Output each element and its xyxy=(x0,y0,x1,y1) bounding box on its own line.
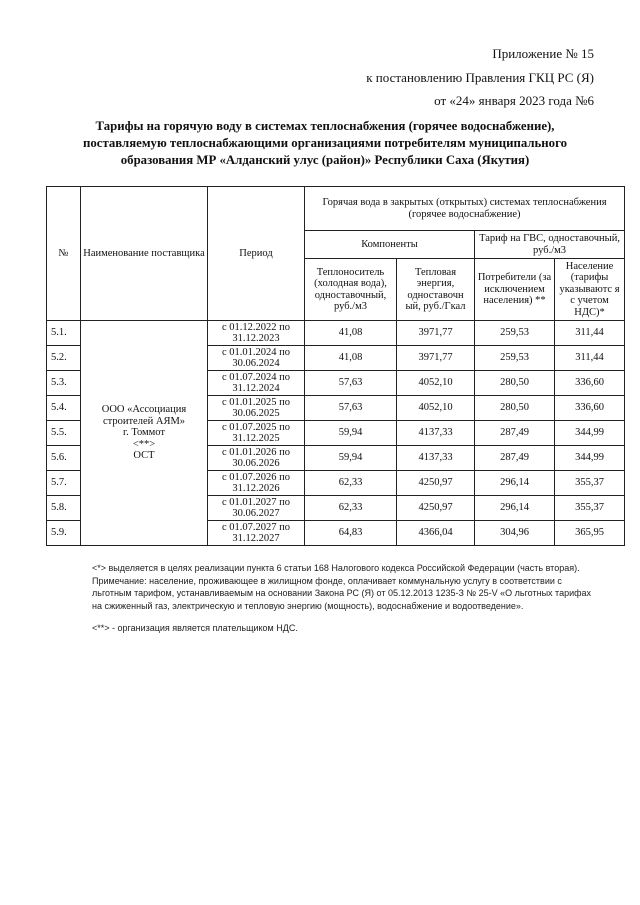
row-num: 5.4. xyxy=(47,396,81,421)
row-population: 344,99 xyxy=(555,446,625,471)
header-tariff: Тариф на ГВС, одноставочный, руб./м3 xyxy=(475,231,625,259)
row-consumers: 280,50 xyxy=(475,371,555,396)
row-energy: 4137,33 xyxy=(397,446,475,471)
row-period: с 01.01.2025 по 30.06.2025 xyxy=(208,396,305,421)
row-consumers: 280,50 xyxy=(475,396,555,421)
row-period: с 01.12.2022 по 31.12.2023 xyxy=(208,321,305,346)
supplier-vat-mark: <**> xyxy=(132,438,156,450)
table-row xyxy=(47,321,625,346)
row-energy: 3971,77 xyxy=(397,346,475,371)
header-consumers: Потребители (за исключением населения) ** xyxy=(475,259,555,321)
row-energy: 4052,10 xyxy=(397,371,475,396)
row-carrier: 62,33 xyxy=(305,471,397,496)
row-consumers: 296,14 xyxy=(475,471,555,496)
row-period: с 01.07.2024 по 31.12.2024 xyxy=(208,371,305,396)
row-carrier: 41,08 xyxy=(305,321,397,346)
row-consumers: 296,14 xyxy=(475,496,555,521)
row-energy: 4052,10 xyxy=(397,396,475,421)
row-num: 5.1. xyxy=(47,321,81,346)
row-consumers: 259,53 xyxy=(475,346,555,371)
header-period: Период xyxy=(208,187,305,321)
row-period: с 01.01.2024 по 30.06.2024 xyxy=(208,346,305,371)
row-energy: 4366,04 xyxy=(397,521,475,546)
row-period: с 01.07.2027 по 31.12.2027 xyxy=(208,521,305,546)
row-consumers: 287,49 xyxy=(475,446,555,471)
row-period: с 01.01.2026 по 30.06.2026 xyxy=(208,446,305,471)
row-carrier: 57,63 xyxy=(305,371,397,396)
header-supplier: Наименование поставщика xyxy=(81,187,208,321)
row-period: с 01.07.2025 по 31.12.2025 xyxy=(208,421,305,446)
header-heat-energy: Тепловая энергия, одноставочн ый, руб./Гкал xyxy=(397,259,475,321)
row-num: 5.6. xyxy=(47,446,81,471)
row-carrier: 41,08 xyxy=(305,346,397,371)
row-carrier: 62,33 xyxy=(305,496,397,521)
footnote-vat: <*> выделяется в целях реализации пункта 6 статьи 168 Налогового кодекса Российской Федерации (часть вторая). xyxy=(92,563,580,573)
header-components: Компоненты xyxy=(305,231,475,259)
row-period: с 01.07.2026 по 31.12.2026 xyxy=(208,471,305,496)
row-period: с 01.01.2027 по 30.06.2027 xyxy=(208,496,305,521)
row-energy: 3971,77 xyxy=(397,321,475,346)
row-consumers: 259,53 xyxy=(475,321,555,346)
row-population: 311,44 xyxy=(555,321,625,346)
header-heat-carrier: Теплоноситель (холодная вода), одноставочный, руб./м3 xyxy=(305,259,397,321)
document-title: Тарифы на горячую воду в системах теплоснабжения (горячее водоснабжение), поставляемую теплоснабжающими организациями потребителям муниципального образования МР «Алданский улус (район)» Республики Саха (Якутия) xyxy=(83,119,567,167)
footnote-population: Примечание: население, проживающее в жилищном фонде, оплачивает коммунальную услугу в соответствии с льготным тарифом, устанавливаемым на основании Закона РС (Я) от 05.12.2013 1235-З № 25-V «О льготных тарифах на сжиженный газ, электрическую и тепловую энергию (мощность), водоснабжение и водоотведение». xyxy=(92,575,592,611)
row-consumers: 287,49 xyxy=(475,421,555,446)
row-num: 5.7. xyxy=(47,471,81,496)
row-carrier: 59,94 xyxy=(305,446,397,471)
row-num: 5.9. xyxy=(47,521,81,546)
row-num: 5.3. xyxy=(47,371,81,396)
tariff-table xyxy=(46,186,625,546)
footnotes xyxy=(92,562,592,635)
header-population: Население (тарифы указываютс я с учетом НДС)* xyxy=(555,259,625,321)
row-num: 5.2. xyxy=(47,346,81,371)
row-population: 336,60 xyxy=(555,396,625,421)
row-population: 311,44 xyxy=(555,346,625,371)
row-population: 344,99 xyxy=(555,421,625,446)
header-num: № xyxy=(47,187,81,321)
row-energy: 4137,33 xyxy=(397,421,475,446)
supplier-cell xyxy=(81,321,208,546)
row-population: 355,37 xyxy=(555,496,625,521)
row-energy: 4250,97 xyxy=(397,496,475,521)
row-carrier: 64,83 xyxy=(305,521,397,546)
row-population: 336,60 xyxy=(555,371,625,396)
resolution-reference: к постановлению Правления ГКЦ РС (Я) xyxy=(366,70,594,85)
resolution-date: от «24» января 2023 года №6 xyxy=(434,93,594,108)
supplier-name: ООО «Ассоциация строителей АЯМ» xyxy=(101,404,187,427)
supplier-type: ОСТ xyxy=(133,450,155,462)
supplier-city: г. Томмот xyxy=(122,427,166,439)
row-population: 355,37 xyxy=(555,471,625,496)
row-carrier: 59,94 xyxy=(305,421,397,446)
row-num: 5.8. xyxy=(47,496,81,521)
row-carrier: 57,63 xyxy=(305,396,397,421)
row-population: 365,95 xyxy=(555,521,625,546)
appendix-number: Приложение № 15 xyxy=(492,46,594,61)
row-energy: 4250,97 xyxy=(397,471,475,496)
row-consumers: 304,96 xyxy=(475,521,555,546)
row-num: 5.5. xyxy=(47,421,81,446)
footnote-vat-payer: <**> - организация является плательщиком НДС. xyxy=(92,623,298,633)
header-hot-water: Горячая вода в закрытых (открытых) системах теплоснабжения (горячее водоснабжение) xyxy=(305,187,625,231)
